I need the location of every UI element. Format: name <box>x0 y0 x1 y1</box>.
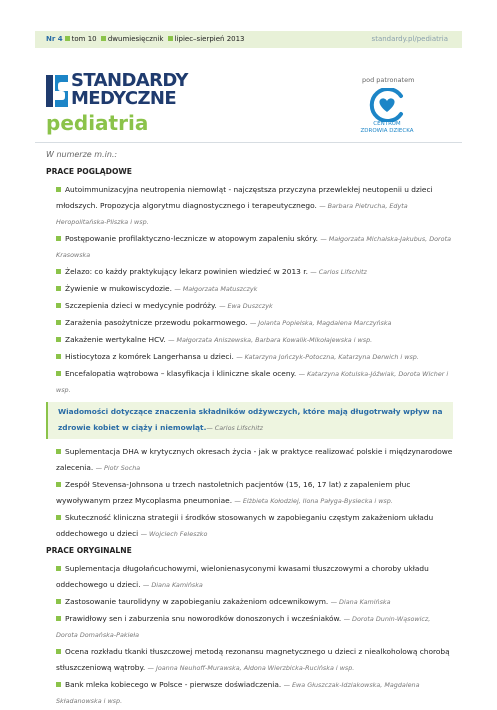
section-heading: PRACE ORYGINALNE <box>46 546 132 555</box>
article-title: Bank mleka kobiecego w Polsce - pierwsze doświadczenia. <box>65 680 282 689</box>
article-authors: — Małgorzata Michalska-Jakubus, Dorota Krasowska <box>56 235 452 259</box>
list-item[interactable] <box>46 677 453 709</box>
patronage-org-line2: ZDROWIA DZIECKA <box>360 128 414 134</box>
list-item[interactable] <box>46 444 453 476</box>
bullet-square-icon <box>56 371 61 376</box>
bullet-square-icon <box>101 36 106 41</box>
article-title: Skuteczność kliniczna strategii i środków stosowanych w zapobieganiu częstym zakażeniom układu oddechowego u dzieci <box>56 513 434 538</box>
article-title: Wiadomości dotyczące znaczenia składników odżywczych, które mają długotrwały wpływ na zdrowie kobiet w ciąży i niemowląt. <box>58 407 443 432</box>
sm-logo-icon <box>46 75 68 107</box>
article-title: Histiocytoza z komórek Langerhansa u dzieci. <box>65 352 234 361</box>
list-item[interactable] <box>46 332 453 348</box>
list-item[interactable] <box>46 366 453 398</box>
list-item[interactable] <box>46 182 453 230</box>
article-title: Ocena rozkładu tkanki tłuszczowej metodą rezonansu magnetycznego u dzieci z niealkoholową chorobą stłuszczeniową wątroby. <box>56 647 450 672</box>
list-item[interactable] <box>46 594 453 610</box>
bullet-square-icon <box>56 187 61 192</box>
article-title: Zarażenia pasożytnicze przewodu pokarmowego. <box>65 318 248 327</box>
bullet-square-icon <box>168 36 173 41</box>
article-authors: — Ewa Głuszczak-Idziakowska, Magdalena Składanowska i wsp. <box>56 681 420 705</box>
bullet-square-icon <box>65 36 70 41</box>
article-authors: — Wojciech Feleszko <box>140 530 208 538</box>
article-authors: — Dorota Dunin-Wąsowicz, Dorota Domańska-Pakieła <box>56 615 431 639</box>
top-info-bar <box>35 31 462 48</box>
bullet-square-icon <box>56 482 61 487</box>
bullet-square-icon <box>56 286 61 291</box>
frequency: dwumiesięcznik <box>107 35 164 43</box>
list-item[interactable] <box>46 477 453 509</box>
highlighted-article[interactable] <box>46 402 453 439</box>
article-authors: — Ewa Duszczyk <box>219 302 273 310</box>
brand-line2: MEDYCZNE <box>71 88 177 109</box>
article-authors: — Katarzyna Kotulska-Jóźwiak, Dorota Wicher i wsp. <box>56 370 449 394</box>
bullet-square-icon <box>56 649 61 654</box>
issue-info <box>46 31 245 48</box>
czd-logo-icon <box>367 88 407 122</box>
section-heading: PRACE POGLĄDOWE <box>46 167 132 176</box>
article-title: Encefalopatia wątrobowa – klasyfikacja i kliniczne skale oceny. <box>65 369 297 378</box>
contents-list <box>46 163 453 710</box>
article-title: Autoimmunizacyjna neutropenia niemowląt - najczęstsza przyczyna przewlekłej neutopenii u dzieci młodszych. Propozycja algorytmu diagnostycznego i terapeutycznego. <box>56 185 433 210</box>
bullet-square-icon <box>56 515 61 520</box>
volume: tom 10 <box>71 35 97 43</box>
article-title: Żelazo: co każdy praktykujący lekarz powinien wiedzieć w 2013 r. <box>65 267 308 276</box>
article-title: Suplementacja długołańcuchowymi, wielonienasyconymi kwasami tłuszczowymi a choroby układu oddechowego u dzieci. <box>56 564 429 589</box>
article-authors: — Katarzyna Jończyk-Potoczna, Katarzyna Derwich i wsp. <box>236 353 419 361</box>
list-item[interactable] <box>46 298 453 314</box>
bullet-square-icon <box>56 599 61 604</box>
divider <box>35 142 462 143</box>
article-authors: — Małgorzata Aniszewska, Barbara Kowalik-Mikołajewska i wsp. <box>168 336 373 344</box>
list-item[interactable] <box>46 510 453 542</box>
article-authors: — Małgorzata Matuszczyk <box>174 285 258 293</box>
list-item[interactable] <box>46 644 453 676</box>
brand-line1: STANDARDY <box>71 70 188 91</box>
bullet-square-icon <box>56 236 61 241</box>
intro-text: W numerze m.in.: <box>46 150 118 159</box>
article-title: Zespół Stevensa-Johnsona u trzech nastoletnich pacjentów (15, 16, 17 lat) z zapaleniem płuc wywoływanym przez Mycoplasma pneumoniae. <box>56 480 411 505</box>
website-link[interactable]: standardy.pl/pediatria <box>371 35 448 43</box>
article-title: Żywienie w mukowiscydozie. <box>65 284 172 293</box>
article-title: Prawidłowy sen i zaburzenia snu noworodków donoszonych i wcześniaków. <box>65 614 342 623</box>
list-item[interactable] <box>46 231 453 263</box>
list-item[interactable] <box>46 349 453 365</box>
bullet-square-icon <box>56 354 61 359</box>
bullet-square-icon <box>56 337 61 342</box>
patronage-org-line1: CENTRUM <box>373 121 401 127</box>
article-authors: — Barbara Pietrucha, Edyta Heropolitańska-Pliszka i wsp. <box>56 202 408 226</box>
article-authors: — Diana Kamińska <box>142 581 203 589</box>
bullet-square-icon <box>56 616 61 621</box>
bullet-square-icon <box>56 566 61 571</box>
article-authors: — Carlos Lifschitz <box>206 424 263 432</box>
period: lipiec–sierpień 2013 <box>174 35 245 43</box>
patronage-org <box>352 121 422 135</box>
article-authors: — Diana Kamińska <box>330 598 391 606</box>
article-authors: — Jolanta Popielska, Magdalena Marczyńska <box>249 319 392 327</box>
list-item[interactable] <box>46 281 453 297</box>
issue-number: Nr 4 <box>46 35 63 43</box>
bullet-square-icon <box>56 682 61 687</box>
list-item[interactable] <box>46 315 453 331</box>
article-title: Zakażenie wertykalne HCV. <box>65 335 166 344</box>
article-title: Postępowanie profilaktyczno-lecznicze w atopowym zapaleniu skóry. <box>65 234 318 243</box>
journal-section-title: pediatria <box>46 111 149 135</box>
article-title: Suplementacja DHA w krytycznych okresach życia - jak w praktyce realizować polskie i międzynarodowe zalecenia. <box>56 447 453 472</box>
bullet-square-icon <box>56 449 61 454</box>
article-title: Szczepienia dzieci w medycynie podróży. <box>65 301 217 310</box>
article-title: Zastosowanie taurolidyny w zapobieganiu zakażeniom odcewnikowym. <box>65 597 329 606</box>
patronage-label: pod patronatem <box>362 76 415 84</box>
article-authors: — Elżbieta Kołodziej, Ilona Pałyga-Bysiecka i wsp. <box>234 497 393 505</box>
bullet-square-icon <box>56 320 61 325</box>
bullet-square-icon <box>56 303 61 308</box>
article-authors: — Carlos Lifschitz <box>310 268 367 276</box>
list-item[interactable] <box>46 264 453 280</box>
article-authors: — Piotr Socha <box>95 464 141 472</box>
bullet-square-icon <box>56 269 61 274</box>
list-item[interactable] <box>46 561 453 593</box>
article-authors: — Joanna Neuhoff-Murawska, Aldona Wierzbicka-Rucińska i wsp. <box>147 664 355 672</box>
list-item[interactable] <box>46 611 453 643</box>
